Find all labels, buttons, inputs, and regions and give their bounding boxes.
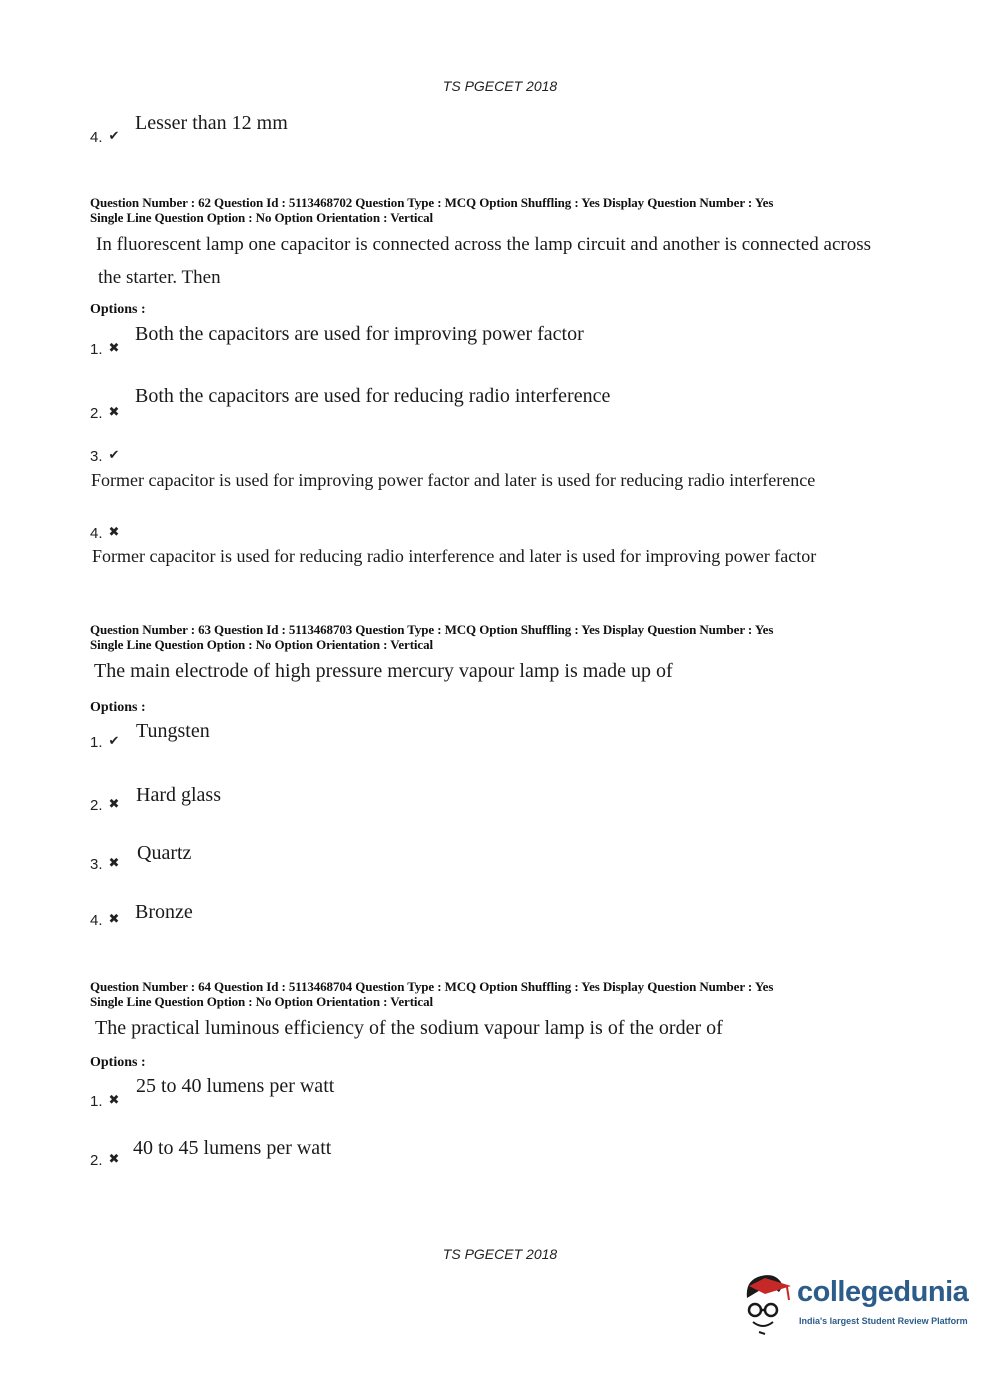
correct-check-icon: ✔ (108, 447, 120, 462)
correct-check-icon: ✔ (108, 733, 120, 748)
question-text-line1: In fluorescent lamp one capacitor is connected across the lamp circuit and another is connected across (96, 234, 871, 255)
correct-check-icon: ✔ (108, 128, 120, 143)
option-number: 1. ✔ (90, 733, 120, 751)
question-meta-line1: Question Number : 63 Question Id : 5113468703 Question Type : MCQ Option Shuffling : Yes Display Question Number : Yes (90, 622, 774, 637)
incorrect-cross-icon: ✖ (108, 911, 120, 926)
option-text: Lesser than 12 mm (135, 112, 288, 134)
option-number: 1. ✖ (90, 340, 120, 358)
question-meta-line1: Question Number : 62 Question Id : 5113468702 Question Type : MCQ Option Shuffling : Yes Display Question Number : Yes (90, 195, 774, 210)
option-number: 3. ✖ (90, 855, 120, 873)
incorrect-cross-icon: ✖ (108, 1151, 120, 1166)
option-number: 4. ✖ (90, 911, 120, 929)
option-text: Former capacitor is used for reducing radio interference and later is used for improving power factor (92, 546, 817, 566)
incorrect-cross-icon: ✖ (108, 796, 120, 811)
option-number: 4. ✖ (90, 524, 120, 542)
option-text: Hard glass (136, 784, 221, 806)
collegedunia-logo (739, 1270, 969, 1338)
question-text-line1: The main electrode of high pressure mercury vapour lamp is made up of (94, 660, 673, 682)
logo-tagline: India's largest Student Review Platform (799, 1316, 968, 1326)
question-meta-line2: Single Line Question Option : No Option Orientation : Vertical (90, 994, 434, 1009)
option-number: 2. ✖ (90, 796, 120, 814)
incorrect-cross-icon: ✖ (108, 855, 120, 870)
question-meta-line2: Single Line Question Option : No Option Orientation : Vertical (90, 637, 434, 652)
option-text: Both the capacitors are used for reducing radio interference (135, 385, 611, 407)
question-text-line1: The practical luminous efficiency of the sodium vapour lamp is of the order of (95, 1017, 723, 1039)
options-label: Options : (90, 700, 146, 715)
incorrect-cross-icon: ✖ (108, 340, 120, 355)
page-footer: TS PGECET 2018 (442, 1246, 558, 1262)
page-header: TS PGECET 2018 (442, 78, 558, 94)
options-label: Options : (90, 1055, 146, 1070)
option-number: 4. ✔ (90, 128, 120, 146)
mascot-icon (739, 1270, 799, 1338)
option-text: Quartz (137, 842, 192, 864)
option-number: 3. ✔ (90, 447, 120, 465)
option-number: 1. ✖ (90, 1092, 120, 1110)
option-text: 40 to 45 lumens per watt (133, 1137, 332, 1159)
option-text: Tungsten (136, 720, 210, 742)
options-label: Options : (90, 302, 146, 317)
option-text: 25 to 40 lumens per watt (136, 1075, 335, 1097)
option-text: Both the capacitors are used for improving power factor (135, 323, 584, 345)
option-number: 2. ✖ (90, 404, 120, 422)
option-text: Former capacitor is used for improving power factor and later is used for reducing radio interference (91, 470, 816, 490)
incorrect-cross-icon: ✖ (108, 1092, 120, 1107)
incorrect-cross-icon: ✖ (108, 524, 120, 539)
option-text: Bronze (135, 901, 193, 923)
logo-wordmark: collegedunia (797, 1276, 969, 1308)
option-number: 2. ✖ (90, 1151, 120, 1169)
incorrect-cross-icon: ✖ (108, 404, 120, 419)
question-meta-line1: Question Number : 64 Question Id : 5113468704 Question Type : MCQ Option Shuffling : Yes Display Question Number : Yes (90, 979, 774, 994)
question-text-line2: the starter. Then (98, 267, 221, 288)
question-meta-line2: Single Line Question Option : No Option Orientation : Vertical (90, 210, 434, 225)
